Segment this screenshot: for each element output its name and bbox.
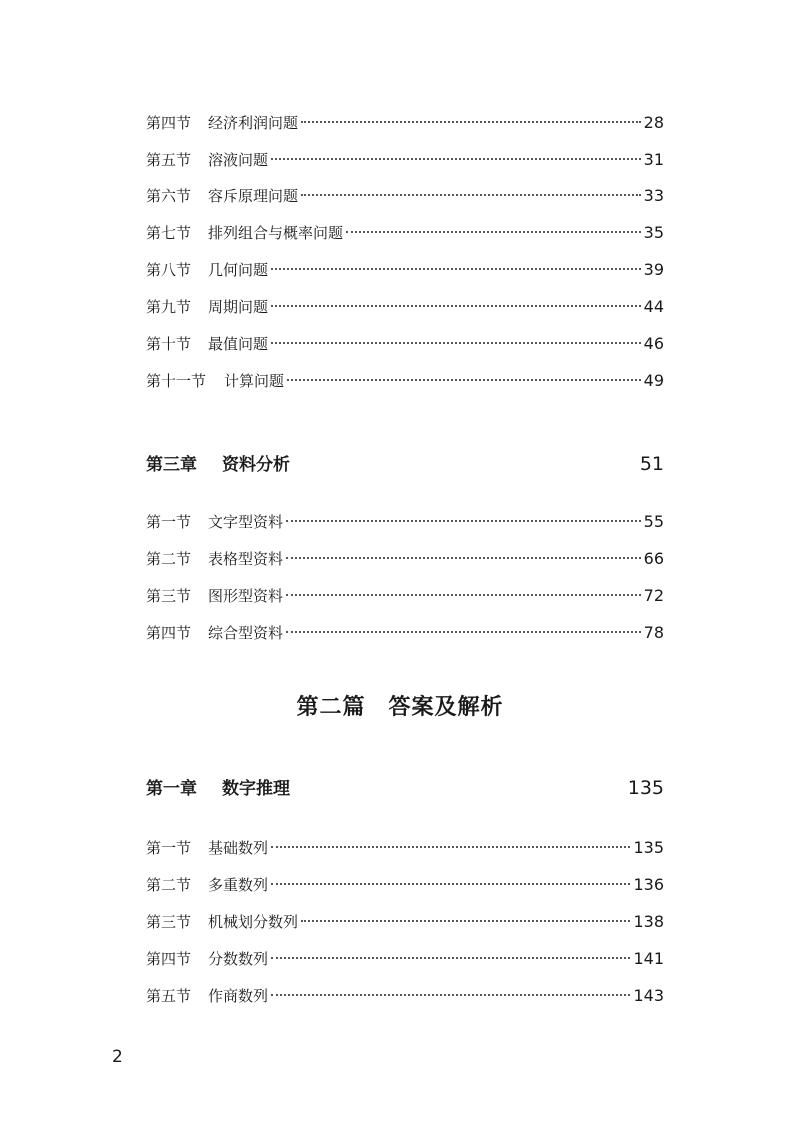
toc-entry[interactable] [146, 260, 664, 280]
section-number: 第四节 [146, 114, 192, 132]
section-number: 第一节 [146, 839, 192, 857]
toc-entry[interactable] [146, 334, 664, 354]
dot-leader [301, 920, 630, 922]
dot-leader [271, 883, 630, 885]
section-title: 计算问题 [224, 372, 285, 390]
section-number: 第六节 [146, 187, 192, 205]
toc-entry[interactable] [146, 297, 664, 317]
chapter-title: 数字推理 [222, 779, 290, 799]
page-reference: 138 [633, 912, 664, 931]
dot-leader [286, 631, 641, 633]
section-number: 第九节 [146, 298, 192, 316]
dot-leader [271, 994, 630, 996]
section-number: 第三节 [146, 587, 192, 605]
section-number: 第十一节 [146, 372, 207, 390]
part-title: 第二篇 答案及解析 [296, 694, 504, 720]
dot-leader [346, 231, 641, 233]
page-reference: 46 [643, 334, 664, 353]
section-number: 第四节 [146, 950, 192, 968]
chapter-number: 第一章 [146, 779, 197, 799]
toc-entry[interactable] [146, 949, 664, 969]
chapter-page-reference: 135 [627, 777, 664, 799]
dot-leader [301, 121, 641, 123]
toc-entry[interactable] [146, 623, 664, 643]
section-title: 图形型资料 [208, 587, 284, 605]
toc-entry[interactable] [146, 113, 664, 133]
dot-leader [271, 268, 641, 270]
section-number: 第一节 [146, 513, 192, 531]
page-reference: 135 [633, 838, 664, 857]
section-number: 第二节 [146, 550, 192, 568]
section-title: 作商数列 [208, 987, 269, 1005]
page-reference: 78 [643, 623, 664, 642]
section-title: 最值问题 [208, 335, 269, 353]
dot-leader [286, 520, 641, 522]
page-reference: 31 [643, 150, 664, 169]
toc-entry[interactable] [146, 912, 664, 932]
section-title: 多重数列 [208, 876, 269, 894]
section-number: 第七节 [146, 224, 192, 242]
section-title: 机械划分数列 [208, 913, 299, 931]
toc-entry[interactable] [146, 371, 664, 391]
dot-leader [286, 594, 641, 596]
chapter-page-reference: 51 [639, 453, 664, 475]
page-reference: 39 [643, 260, 664, 279]
section-title: 文字型资料 [208, 513, 284, 531]
page-reference: 44 [643, 297, 664, 316]
page-reference: 143 [633, 986, 664, 1005]
toc-entry[interactable] [146, 838, 664, 858]
section-number: 第三节 [146, 913, 192, 931]
dot-leader [287, 379, 641, 381]
section-number: 第八节 [146, 261, 192, 279]
page-reference: 72 [643, 586, 664, 605]
section-number: 第二节 [146, 876, 192, 894]
section-title: 分数数列 [208, 950, 269, 968]
page-reference: 136 [633, 875, 664, 894]
toc-entry[interactable] [146, 512, 664, 532]
chapter-title: 资料分析 [222, 455, 290, 475]
dot-leader [286, 557, 641, 559]
page-reference: 33 [643, 186, 664, 205]
chapter-heading[interactable] [146, 774, 664, 799]
dot-leader [271, 158, 641, 160]
toc-entry[interactable] [146, 186, 664, 206]
section-title: 排列组合与概率问题 [208, 224, 344, 242]
section-title: 溶液问题 [208, 151, 269, 169]
page-reference: 55 [643, 512, 664, 531]
section-title: 经济利润问题 [208, 114, 299, 132]
section-number: 第十节 [146, 335, 192, 353]
dot-leader [301, 194, 641, 196]
toc-entry[interactable] [146, 150, 664, 170]
section-number: 第五节 [146, 987, 192, 1005]
toc-entry[interactable] [146, 586, 664, 606]
dot-leader [271, 957, 630, 959]
toc-entry[interactable] [146, 875, 664, 895]
toc-entry[interactable] [146, 223, 664, 243]
dot-leader [271, 342, 641, 344]
page-number: 2 [112, 1047, 123, 1067]
chapter-heading[interactable] [146, 450, 664, 475]
toc-entry[interactable] [146, 549, 664, 569]
section-title: 几何问题 [208, 261, 269, 279]
section-title: 表格型资料 [208, 550, 284, 568]
page-reference: 141 [633, 949, 664, 968]
section-number: 第四节 [146, 624, 192, 642]
page-reference: 28 [643, 113, 664, 132]
chapter-number: 第三章 [146, 455, 197, 475]
section-title: 容斥原理问题 [208, 187, 299, 205]
section-title: 综合型资料 [208, 624, 284, 642]
dot-leader [271, 846, 630, 848]
section-number: 第五节 [146, 151, 192, 169]
dot-leader [271, 305, 641, 307]
toc-entry[interactable] [146, 986, 664, 1006]
section-title: 周期问题 [208, 298, 269, 316]
page-reference: 66 [643, 549, 664, 568]
page-reference: 35 [643, 223, 664, 242]
section-title: 基础数列 [208, 839, 269, 857]
page-reference: 49 [643, 371, 664, 390]
